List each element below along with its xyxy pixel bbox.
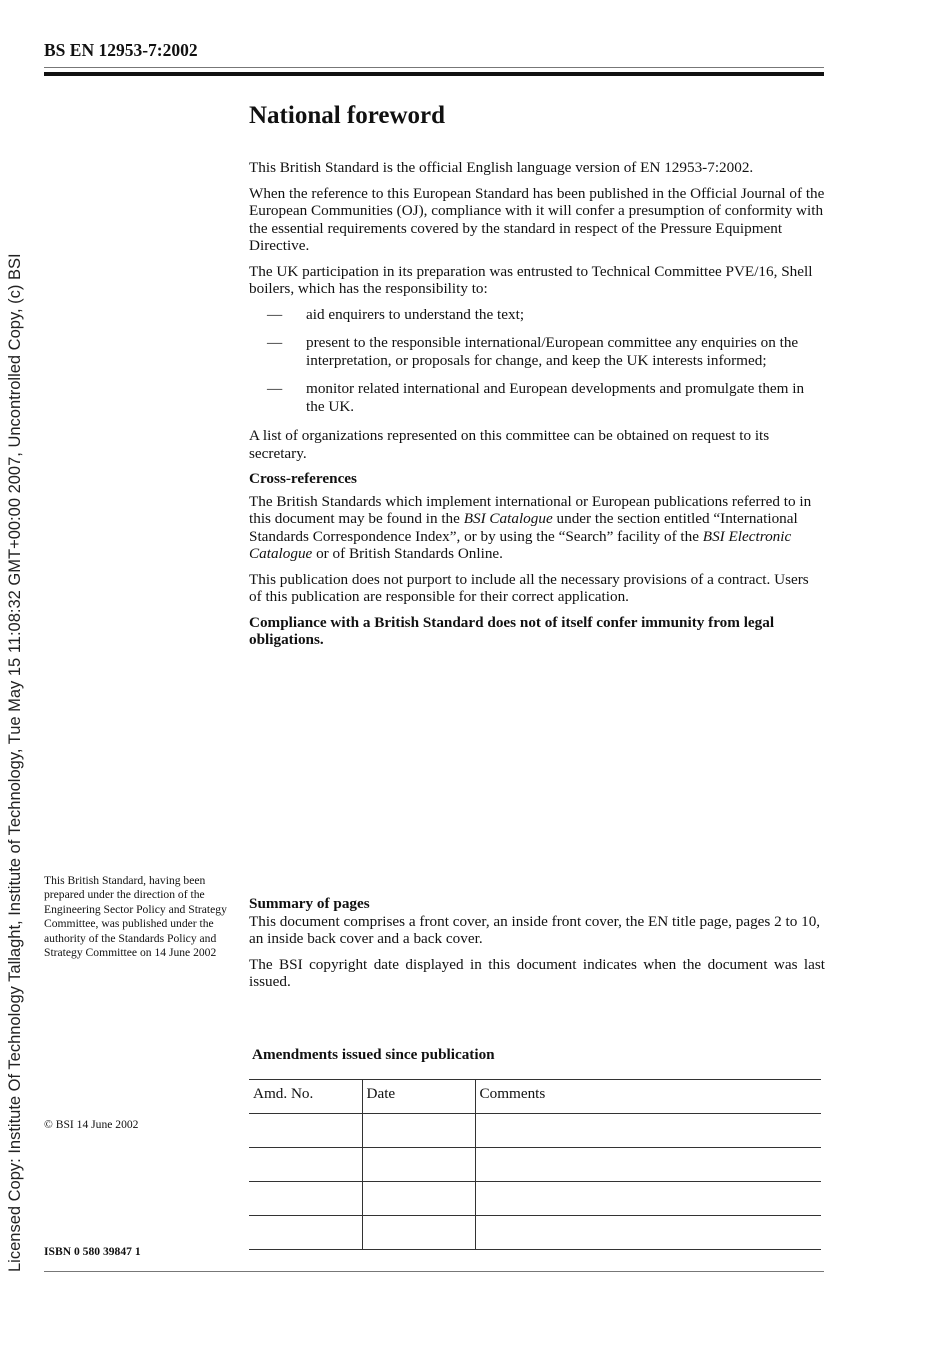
page-title: National foreword: [249, 102, 446, 129]
list-item-text: present to the responsible international/European committee any enquiries on the interpretation, or proposals for change, and keep the UK interests informed;: [306, 334, 799, 369]
organizations-paragraph: A list of organizations represented on this committee can be obtained on request to its secretary.: [249, 427, 770, 462]
list-item: [249, 306, 825, 324]
compliance-statement: Compliance with a British Standard does not of itself confer immunity from legal obligations.: [249, 613, 775, 648]
table-cell: [475, 1148, 821, 1182]
table-row: [249, 1216, 821, 1250]
summary-section: [249, 895, 825, 999]
table-header-row: [249, 1080, 821, 1114]
publication-note: This British Standard, having been prepared under the direction of the Engineering Sector Policy and Strategy Committee, was published under the authority of the Standards Policy and Strategy Committee on 14 June 2002: [44, 874, 227, 960]
table-cell: [249, 1148, 362, 1182]
summary-text: This document comprises a front cover, an inside front cover, the EN title page, pages 2 to 10, an inside back cover and a back cover.: [249, 912, 821, 947]
cross-references-paragraph: [249, 493, 825, 563]
oj-paragraph: When the reference to this European Standard has been published in the Official Journal of the European Communities (OJ), compliance with it will confer a presumption of conformity with the essential requirements covered by the standard in respect of the Pressure Equipment Directive.: [249, 184, 825, 254]
list-item-text: monitor related international and European developments and promulgate them in the UK.: [306, 380, 805, 415]
cross-references-heading: Cross-references: [249, 470, 357, 487]
footer-rule: [44, 1271, 824, 1272]
table-cell: [249, 1114, 362, 1148]
document-code: BS EN 12953-7:2002: [44, 40, 198, 60]
bsi-catalogue-title: BSI Catalogue: [463, 510, 553, 527]
bsi-copyright: © BSI 14 June 2002: [44, 1118, 139, 1131]
table-cell: [362, 1216, 475, 1250]
foreword-section: [249, 100, 825, 657]
table-cell: [362, 1148, 475, 1182]
summary-heading: Summary of pages: [249, 895, 370, 912]
header-rule-thick: [44, 72, 824, 76]
table-row: [249, 1182, 821, 1216]
side-watermark: Licensed Copy: Institute Of Technology Tallaght, Institute of Technology, Tue May 15 11:08:32 GMT+00:00 2007, Uncontrolled Copy, (c) BSI: [6, 253, 24, 1272]
dash-bullet: —: [267, 334, 283, 351]
dash-bullet: —: [267, 380, 283, 397]
table-cell: [362, 1114, 475, 1148]
copyright-date-note: The BSI copyright date displayed in this document indicates when the document was last issued.: [249, 955, 825, 990]
intro-paragraph: This British Standard is the official English language version of EN 12953-7:2002.: [249, 159, 754, 176]
column-header-comments: Comments: [475, 1080, 821, 1114]
table-cell: [249, 1216, 362, 1250]
column-header-date: Date: [362, 1080, 475, 1114]
isbn: ISBN 0 580 39847 1: [44, 1245, 141, 1258]
table-row: [249, 1114, 821, 1148]
header-rule-thin: [44, 67, 824, 68]
list-item: [249, 380, 825, 415]
table-cell: [475, 1216, 821, 1250]
table-row: [249, 1148, 821, 1182]
cross-text: or of British Standards Online.: [316, 545, 503, 562]
column-header-amd-no: Amd. No.: [249, 1080, 362, 1114]
committee-paragraph: The UK participation in its preparation was entrusted to Technical Committee PVE/16, Shell boilers, which has the responsibility to:: [249, 262, 813, 297]
list-item-text: aid enquirers to understand the text;: [306, 305, 525, 323]
provisions-paragraph: This publication does not purport to include all the necessary provisions of a contract. Users of this publication are responsible for their correct application.: [249, 570, 809, 605]
table-cell: [362, 1182, 475, 1216]
table-cell: [475, 1114, 821, 1148]
cross-text: under the section entitled “International Standards Correspondence Index”, or by using the “Search” facility of the: [249, 510, 798, 545]
bsi-electronic-catalogue-title: BSI Electronic Catalogue: [249, 527, 792, 562]
amendments-title: Amendments issued since publication: [252, 1046, 495, 1063]
responsibility-list: [249, 306, 825, 416]
list-item: [249, 334, 825, 369]
dash-bullet: —: [267, 305, 283, 323]
table-cell: [475, 1182, 821, 1216]
table-cell: [249, 1182, 362, 1216]
amendments-table: [249, 1079, 821, 1250]
cross-text: The British Standards which implement international or European publications referred to in this document may be found in the: [249, 492, 812, 527]
